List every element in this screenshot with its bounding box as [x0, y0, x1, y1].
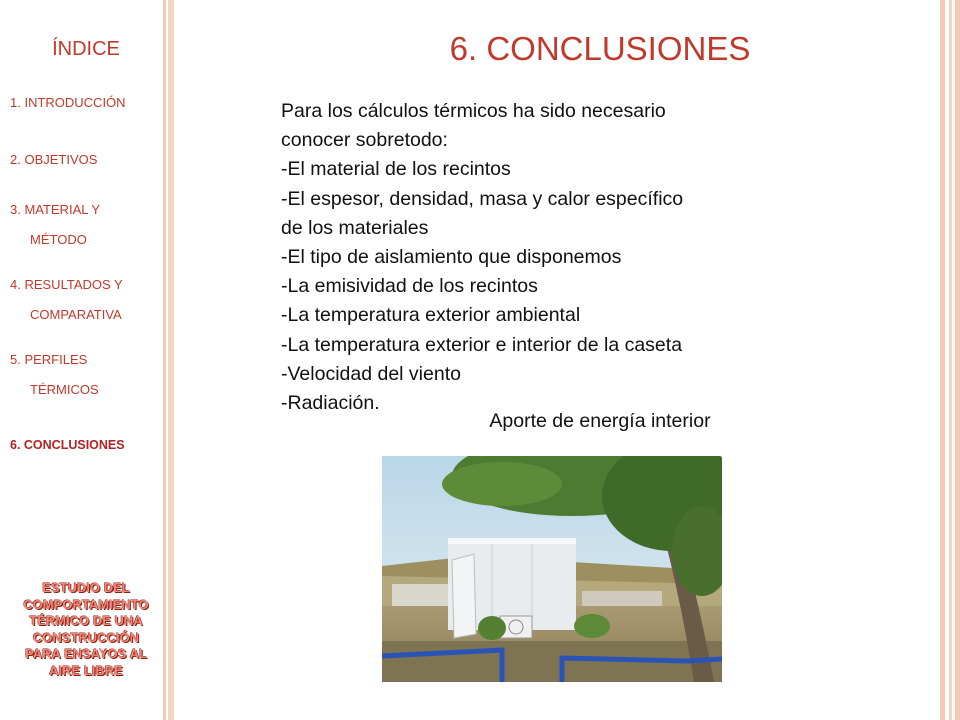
body-line: -La temperatura exterior e interior de la caseta: [281, 333, 683, 356]
presentation-title-line: AIRE LIBRE: [49, 662, 123, 678]
body-line: -El material de los recintos: [281, 158, 511, 181]
nav-item-label-cont: TÉRMICOS: [30, 382, 99, 397]
nav-item-objetivos[interactable]: [10, 145, 97, 175]
nav-item-label: 1. INTRODUCCIÓN: [10, 95, 126, 110]
body-line: -La emisividad de los recintos: [281, 275, 538, 298]
nav-item-label-cont: COMPARATIVA: [30, 307, 122, 322]
body-line: -La temperatura exterior ambiental: [281, 304, 581, 327]
body-line: de los materiales: [281, 216, 429, 239]
slide-body: [281, 97, 801, 418]
body-line: -El espesor, densidad, masa y calor específico: [281, 187, 684, 210]
nav-item-resultados[interactable]: [10, 270, 123, 330]
decorative-stripe: [940, 0, 945, 720]
body-line: conocer sobretodo:: [281, 129, 448, 152]
nav-item-label: 3. MATERIAL Y: [10, 202, 101, 217]
sidebar: [0, 0, 163, 720]
decorative-stripe: [955, 0, 960, 720]
nav-item-label: 5. PERFILES: [10, 352, 88, 367]
presentation-title: [0, 580, 172, 679]
nav-item-label-cont: MÉTODO: [30, 232, 87, 247]
nav-item-label: 2. OBJETIVOS: [10, 152, 98, 167]
decorative-stripe: [949, 0, 952, 720]
nav-item-introduccion[interactable]: [10, 88, 126, 118]
nav-item-label: 6. CONCLUSIONES: [10, 438, 125, 452]
body-line: -Radiación.: [281, 392, 380, 415]
nav-item-label: 4. RESULTADOS Y: [10, 277, 123, 292]
body-line: -El tipo de aislamiento que disponemos: [281, 246, 622, 269]
photo-caption: Aporte de energía interior: [489, 410, 711, 432]
nav-item-conclusiones[interactable]: [10, 430, 125, 460]
presentation-title-line: TÉRMICO DE UNA: [29, 613, 143, 628]
test-cabin-photo: [382, 456, 722, 682]
presentation-title-line: COMPORTAMIENTO: [23, 596, 149, 612]
presentation-title-line: CONSTRUCCIÓN: [32, 629, 140, 645]
body-line: Para los cálculos térmicos ha sido necesario: [281, 100, 666, 122]
presentation-title-line: ESTUDIO DEL: [42, 580, 130, 595]
slide-title: 6. CONCLUSIONES: [449, 30, 751, 67]
body-line: -Velocidad del viento: [281, 362, 461, 385]
presentation-title-line: PARA ENSAYOS AL: [25, 646, 147, 661]
nav-item-perfiles[interactable]: [10, 345, 99, 405]
index-title: ÍNDICE: [52, 38, 120, 60]
nav-item-material-metodo[interactable]: [10, 195, 100, 255]
